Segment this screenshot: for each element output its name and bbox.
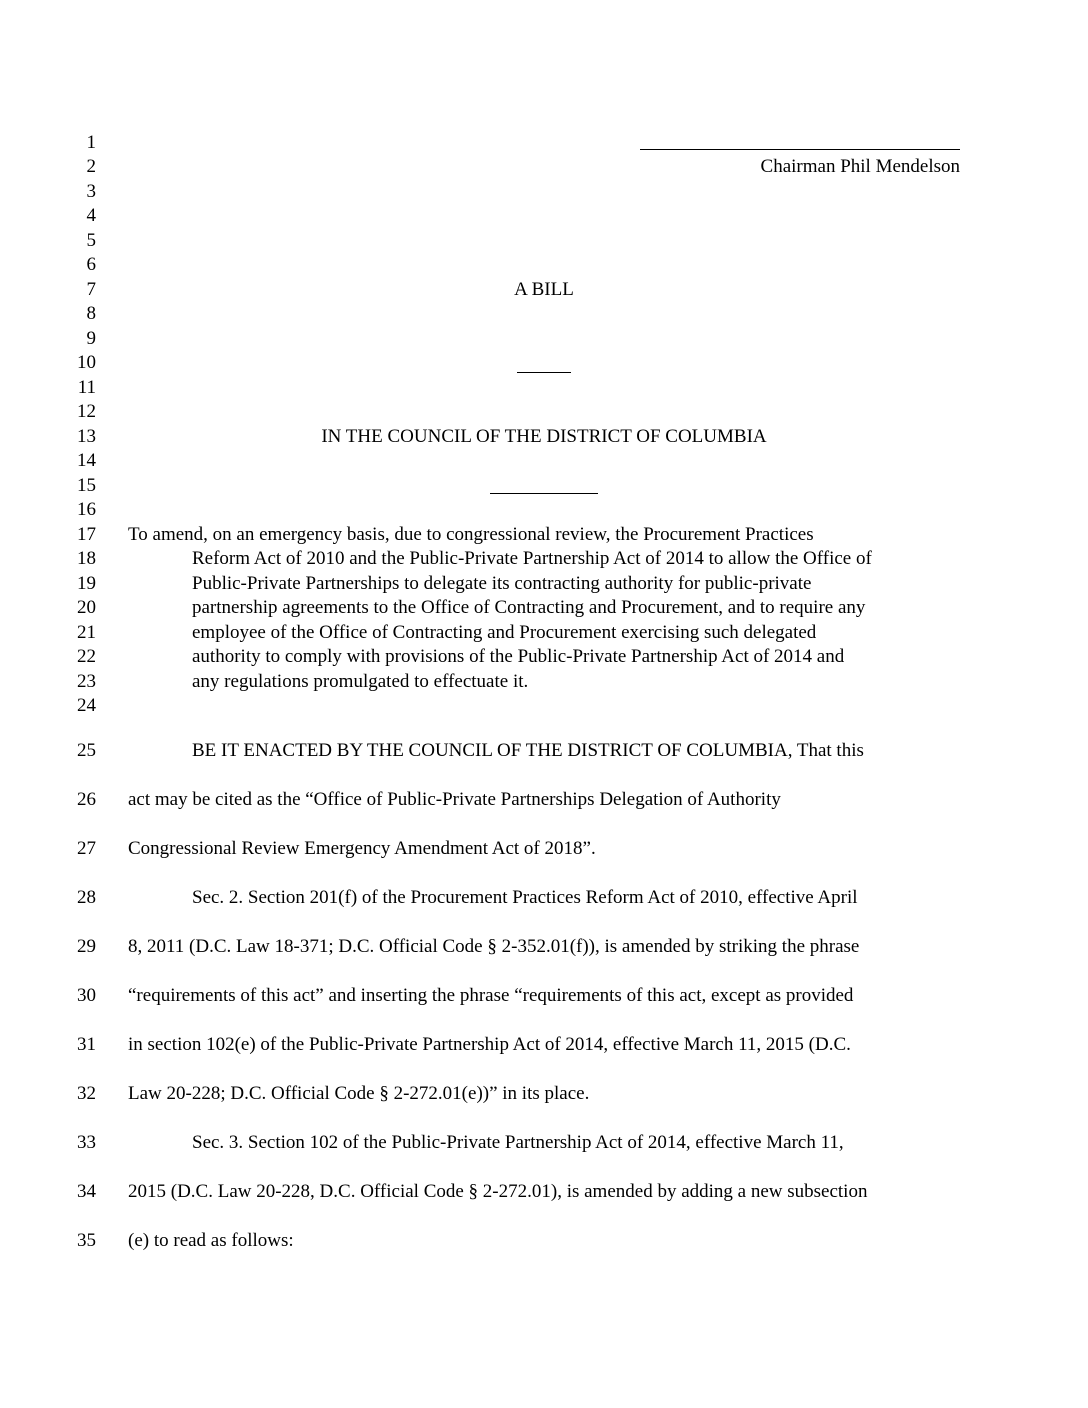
line-number: 2	[86, 156, 96, 177]
line-number: 15	[77, 475, 96, 496]
body-line: act may be cited as the “Office of Public-Private Partnerships Delegation of Authority	[128, 789, 781, 810]
body-line: Sec. 2. Section 201(f) of the Procurement Practices Reform Act of 2010, effective April	[192, 887, 858, 908]
line-number: 8	[86, 303, 96, 324]
line-number: 10	[77, 352, 96, 373]
body-line: (e) to read as follows:	[128, 1230, 294, 1251]
body-line: BE IT ENACTED BY THE COUNCIL OF THE DISTRICT OF COLUMBIA, That this	[192, 740, 864, 761]
line-number: 9	[86, 328, 96, 349]
line-number: 21	[77, 622, 96, 643]
bill-title: A BILL	[514, 279, 574, 300]
council-heading: IN THE COUNCIL OF THE DISTRICT OF COLUMBIA	[321, 426, 767, 447]
line-number: 24	[77, 695, 96, 716]
purpose-line: To amend, on an emergency basis, due to congressional review, the Procurement Practices	[128, 524, 814, 545]
line-number: 25	[77, 740, 96, 761]
body-line: in section 102(e) of the Public-Private Partnership Act of 2014, effective March 11, 2015 (D.C.	[128, 1034, 851, 1055]
line-number: 14	[77, 450, 96, 471]
line-number: 6	[86, 254, 96, 275]
line-number: 30	[77, 985, 96, 1006]
purpose-line: any regulations promulgated to effectuate it.	[192, 671, 529, 692]
line-number: 20	[77, 597, 96, 618]
line-number: 18	[77, 548, 96, 569]
line-number: 35	[77, 1230, 96, 1251]
body-line: 8, 2011 (D.C. Law 18-371; D.C. Official Code § 2-352.01(f)), is amended by striking the phrase	[128, 936, 860, 957]
line-number: 11	[77, 377, 96, 398]
line-number: 22	[77, 646, 96, 667]
body-line: 2015 (D.C. Law 20-228, D.C. Official Code § 2-272.01), is amended by adding a new subsection	[128, 1181, 868, 1202]
line-number: 13	[77, 426, 96, 447]
body-line: Congressional Review Emergency Amendment Act of 2018”.	[128, 838, 596, 859]
line-number: 12	[77, 401, 96, 422]
signature-line	[640, 149, 960, 150]
line-number: 28	[77, 887, 96, 908]
line-number: 27	[77, 838, 96, 859]
line-number: 5	[86, 230, 96, 251]
line-number: 4	[86, 205, 96, 226]
purpose-line: employee of the Office of Contracting and Procurement exercising such delegated	[192, 622, 817, 643]
line-number: 3	[86, 181, 96, 202]
line-number: 23	[77, 671, 96, 692]
purpose-line: partnership agreements to the Office of Contracting and Procurement, and to require any	[192, 597, 866, 618]
line-number: 29	[77, 936, 96, 957]
line-number: 19	[77, 573, 96, 594]
line-number: 17	[77, 524, 96, 545]
body-line: Law 20-228; D.C. Official Code § 2-272.01(e))” in its place.	[128, 1083, 590, 1104]
line-number: 16	[77, 499, 96, 520]
line-number: 32	[77, 1083, 96, 1104]
line-number: 1	[86, 132, 96, 153]
purpose-line: Public-Private Partnerships to delegate its contracting authority for public-private	[192, 573, 812, 594]
purpose-line: Reform Act of 2010 and the Public-Private Partnership Act of 2014 to allow the Office of	[192, 548, 872, 569]
line-number: 33	[77, 1132, 96, 1153]
bill-number-line	[517, 372, 571, 373]
separator-line	[490, 493, 598, 494]
line-number: 26	[77, 789, 96, 810]
line-number: 31	[77, 1034, 96, 1055]
line-number: 7	[86, 279, 96, 300]
body-line: Sec. 3. Section 102 of the Public-Private Partnership Act of 2014, effective March 11,	[192, 1132, 844, 1153]
body-line: “requirements of this act” and inserting the phrase “requirements of this act, except as provided	[128, 985, 854, 1006]
introducer-name: Chairman Phil Mendelson	[760, 156, 960, 177]
purpose-line: authority to comply with provisions of the Public-Private Partnership Act of 2014 and	[192, 646, 845, 667]
line-number: 34	[77, 1181, 96, 1202]
